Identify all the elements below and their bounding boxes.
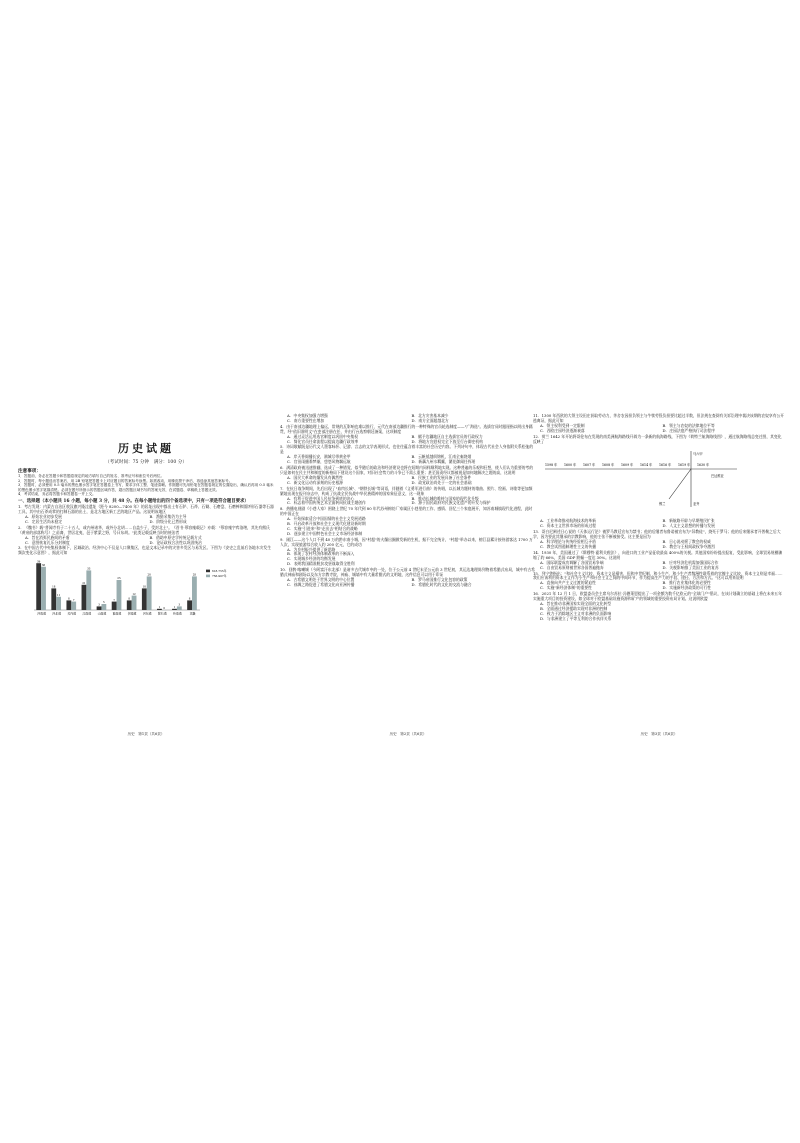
options — [18, 536, 274, 546]
bar-value-label: 28 — [147, 573, 151, 577]
bar — [101, 604, 106, 610]
place-label: 锡兰 — [659, 502, 666, 507]
exam-info: （考试时间：75 分钟 满分：100 分） — [105, 460, 187, 465]
section-heading: 一、选择题（本小题共 16 小题，每小题 3 分，共 48 分。在每小题给出的四个备选项中，只有一项是符合题目要求） — [18, 498, 249, 504]
page-footer: 历史 第1页（共6页） — [127, 732, 165, 736]
timeline-label: 1600 年 — [564, 463, 577, 468]
category-label: 河东道 — [142, 611, 152, 616]
exam-page-1 — [18, 412, 274, 740]
question-text: 9．刚江——这个人口不到 40 万的黔东南小城，因"村超"的火爆出圈掀发新的生机，据不完全统计，"村超"举办以来，榕江县累计接待游客达 1700 万人次，实现旅游综合收入约 200 亿元，它的成功 — [280, 536, 533, 547]
option: D．政党政治尚处于一定的社会基础 — [411, 479, 472, 485]
page-footer: 历史 第3页（共6页） — [640, 732, 678, 736]
options — [280, 414, 536, 424]
bar-value-label: 8 — [128, 597, 131, 601]
option: D．希腊化时代的文化的交流与融合 — [411, 581, 472, 587]
notice-heading: 注意事项： — [18, 469, 41, 474]
bar-value-label: 3 — [178, 603, 181, 607]
option: D．教会与王权间政权争夺激烈 — [662, 543, 715, 549]
timeline-label: 1630 年 — [697, 463, 710, 468]
bar-value-label: 39 — [37, 560, 41, 564]
options — [280, 548, 536, 568]
option: D．源于国民政府对民族文化遗产的开发与保护 — [411, 500, 491, 506]
bar — [66, 601, 71, 611]
option: B．罗马帝国推行文化包容的政策 — [411, 577, 468, 582]
bar-value-label: 3 — [98, 603, 100, 607]
option: C．自由贸易原则被世界各国普遍抛弃 — [540, 564, 604, 570]
option: C．官田雨播黍梦渐，悠悠风物飘远航 — [287, 459, 351, 465]
category-label: 淮南道 — [112, 611, 122, 616]
option: D．论证政权合法性以巩固统治 — [149, 539, 202, 545]
option: B．全面通过经济援助实现对非洲的控制 — [540, 605, 608, 611]
exam-title: 历史试题 — [118, 442, 174, 455]
bar-value-label: 18 — [52, 585, 56, 589]
bar — [117, 580, 122, 610]
notice-item: 4．考试结束，务必将答题卡和答题卷一并上交。 — [18, 492, 96, 497]
option: B．民族工业的发展具备了社会条件 — [411, 474, 472, 480]
option: A．旨在消弭民族间的矛盾 — [25, 534, 70, 540]
options — [280, 455, 536, 465]
bar — [82, 585, 87, 610]
option: C．新文化运动有深刻的历史根源 — [287, 479, 344, 485]
question-text: 14．1930 年，美国通过了《斯穆特·霍利关税法》，向进口的工业产品征收最高 400%的关税。其他国家纷纷提出报复，受此影响，全球贸易规模骤缩了约 66%，美国 GDP 跌幅一度达 30%。这说明 — [533, 549, 783, 560]
bar — [142, 589, 147, 611]
flood-bar-chart — [30, 558, 240, 620]
bar-value-label: 33 — [87, 567, 91, 571]
question-text: 11．1300 年西欧的大领主设田庄获取劳动力，茅舍农因担负领主与牛犊劳役负担要比超过半数，但法规在查阅有关诉讼理中裁决该期的农奴享有公开逃离证，据此可知 — [533, 413, 785, 423]
option: B．应对经济危机需加强国际合作 — [662, 559, 719, 565]
option: A．古希腊文明处于世界文明的中心位置 — [287, 577, 355, 582]
exam-page-3 — [533, 412, 785, 740]
option: C．西欧庄园经济逐渐衰落 — [540, 427, 585, 433]
question-text: 4．由于南部边疆地理上偏远，常规的瓦影响也难以推行，元代在南部边疆推行的一种特殊的官员轮选制度——"广海选"。选拔官员时跟诬指以明出身籍贯，经"依旧准明文"在吏部注册在任，并由行台选察朝廷备案，这项制度 — [280, 423, 533, 434]
option: D．表明我国精准脱贫攻坚战取得全胜利 — [287, 561, 355, 567]
question-text: 7．在抗日战争期间，先后出现了"血肉长城"、"钢铁长城"等词语，伴随着《义勇军进行曲》的传唱，以长城为题材的歌曲、照片、绘画、诗歌等更加频繁地出现在报刊杂志中，构成了抗战全民抗战中华民族精神的国家象征意义，这一现象 — [280, 485, 533, 496]
exam-page-2 — [280, 412, 536, 740]
bar-value-label: 8 — [188, 597, 191, 601]
place-label: 马六甲 — [693, 452, 703, 457]
option: A．通过灵活运用选官制度以巩固中央集权 — [287, 433, 359, 439]
bar — [51, 589, 56, 611]
timeline-label: 1608 年 — [602, 463, 615, 468]
bar-value-label: 5 — [103, 601, 105, 605]
option: D．与非洲建立了平等互利的合作伙伴关系 — [540, 615, 612, 621]
legend-swatch — [206, 570, 210, 573]
option: D．逐步建立中国特色社会主义市场经济体制 — [287, 530, 363, 536]
option: D．南方全面超越北方 — [411, 417, 449, 423]
option: A．国民大革命的爆发具有偶然性 — [287, 474, 343, 480]
option: C．简化官员任命流程以提高边疆行政效率 — [287, 438, 359, 444]
options — [280, 517, 536, 537]
option: D．人文主义思想的传播与发展 — [662, 523, 715, 529]
bar-value-label: 21 — [82, 582, 86, 586]
option: D．新藕九州水羁縻，繁花御闻任挥瑶 — [411, 459, 476, 465]
option: A．直接向共产主义过渡的紧迫性 — [540, 580, 596, 586]
option: A．岸天香阁播长安，满城尽带黄金甲 — [287, 454, 351, 460]
option: C．实现城乡经济的均衡发展 — [287, 556, 336, 562]
option: B．借助中原史学传统记载方式 — [149, 534, 202, 540]
options — [280, 476, 536, 486]
bar-value-label: 11 — [56, 594, 61, 598]
option: A．开始探索适合中国国情的社会主义发展道路 — [287, 516, 366, 522]
bar-value-label: 7 — [113, 599, 115, 603]
timeline-label: 1598 年 — [545, 463, 558, 468]
category-label: 剑南道 — [127, 611, 137, 616]
question-text: 3．在中国古代中央集权体制下，区域政治、经济中心不仅是人口聚集区，也是文本记录中的灾害多发区与易发区。下图为《安史之乱前后各地水灾发生频次变化示意图》，据此可知 — [18, 545, 272, 556]
bar — [187, 601, 192, 611]
option: A．工业革命推动航海技术的革新 — [540, 518, 596, 524]
bar — [132, 596, 137, 610]
option: B．日心说动摇了教会的权威 — [662, 539, 711, 545]
option: A．原始农业初步发展 — [25, 513, 62, 519]
question-text: 8．热播电视剧《小巷人家》围绕上世纪 70 年代到 80 年代苏州棉纺厂家属区小巷里的工作、感情、回忆三个家庭展开，知苏南城镇现代化进程，此时的中国正在 — [280, 506, 533, 517]
question-text: 2．《魏书》载"普闻寺有子二十五人，或内州诸华，或外分北胡……自盖少子，受封北土"。《晋书·慕容廆载记》亦载："慕容廆字弈洛瓌，其先有熊氏（黄帝的部落称号）之苗裔，世居北夷，邑于紫蒙之野，号曰东胡。"此类记载反映当时的统治者 — [18, 524, 270, 535]
bar-value-label: 1 — [173, 606, 176, 610]
option: C．南方重要性在增加 — [287, 417, 325, 423]
category-label: 关内道 — [67, 611, 77, 616]
bar — [147, 577, 152, 611]
option: C．实施"新经济体制"的重要性 — [540, 585, 592, 591]
question-text: 10．回鹘·喀喇城（今阿富汗东北部）是诸多古代城市中的一处，位于公元前 4 世纪末至公元前 3 世纪初，其运达地理陈列物着希腊式布局，城中有古希腊式神庙和剧场以及东方宗教寺院，神庙、城墙中有大量希腊式的文明地，这件信息可以用于印证 — [280, 567, 535, 578]
legend-label: 618-755年 — [212, 569, 227, 574]
question-text: 16．2021 年 12 月 1 日，欧盟委员会主席乌尔苏拉·冯德莱恩提出了一项金额为数千亿欧元的"全球门户"倡议，在该计划确立的基础上将在未来五年实施重大项目的投资建设，如全球对于欧盟基础设施资源和矿产的领域的重要投资布局计划。这说明欧盟 — [533, 591, 782, 602]
bar — [36, 563, 41, 610]
option: B．云帆抵越织锦机，江南全秦烧烟 — [411, 454, 472, 460]
option: B．开启改革开放和社会主义现代化建设新时期 — [287, 521, 366, 527]
bar-value-label: 7 — [72, 599, 75, 603]
options — [280, 497, 536, 507]
timeline-branch — [669, 469, 691, 499]
bar-value-label: 0 — [163, 607, 166, 611]
option: C．定居生活尚未稳定 — [25, 518, 63, 524]
option: D．将地方宣慰权完全下放至行台御史机构 — [411, 438, 483, 444]
option: B．新航路开辟与早期殖民扩张 — [662, 518, 715, 524]
route-timeline-diagram — [541, 447, 741, 513]
page-footer: 历史 第2页（共6页） — [389, 732, 427, 736]
notice-item: 2．答题时，每小题选出答案后，用 2B 铅笔把答题卡上对应题目的答案标号涂黑。如需改动，用橡皮擦干净后，再选涂其他答案标号。 — [18, 478, 233, 483]
timeline-label: 1614 年 — [640, 463, 653, 468]
notice-item: 1．答题前，务必在答题卡和答题卷规定的地方填写自己的姓名、准考证号和座位号后两位。 — [18, 474, 165, 478]
bar — [97, 607, 102, 611]
option: C．丝绸之路促进了希腊文化向亚洲传播 — [287, 581, 355, 587]
bar-value-label: 25 — [117, 577, 121, 581]
bar — [56, 597, 61, 610]
notice-item: 3．答题时，必须使用 0.5 毫米的黑色墨水签字笔在答题卷上书写，要求字体工整、笔迹清晰。作图题可先用铅笔在答题卷规定的位置绘出，确认后再用 0.5 毫米的黑色墨水签字笔描清楚。必须在题号所指示的答题区域作答，超出答题区域书写的答案无效，在试题卷、草稿纸上答题无效。 — [18, 483, 274, 492]
bar — [192, 577, 197, 611]
timeline-label: 1607 年 — [583, 463, 596, 468]
option: A．旨在推动非洲国家实现全面的文化转型 — [540, 600, 612, 606]
options — [533, 519, 785, 529]
category-label: 岭南道 — [173, 611, 182, 616]
bar — [177, 607, 182, 611]
options — [533, 602, 785, 622]
option: A．领主权利受到一定限制 — [540, 422, 585, 428]
bar-value-label: 18 — [142, 585, 146, 589]
question-text: 15．列宁曾指出："和社会主义比较，资本主义是祸害，但和中世纪制、和小生产、和小生产者散漫性联系着的官僚主义比较，资本主义则是幸福……我们应该利用资本主义作为小生产和社会主义之间的中间环节，作为提高生产力的手段、途径、方法和方式。"这可以用来说明 — [533, 570, 783, 581]
bar — [86, 571, 91, 611]
category-label: 河南道 — [37, 611, 46, 616]
bar — [41, 567, 46, 610]
question-text: 12．荷兰 1642 年开始将哥伦布在发现的南美洲航海路线开辟为一条新的航海路线，下图为《荷特兰航海路线图》，通过航海路线总变迁图，其变化反映了 — [533, 433, 782, 444]
option: A．有利于促进中国人民抗争到底的决心 — [287, 495, 355, 501]
option: D．阶级分化已然形成 — [149, 518, 187, 524]
options — [533, 581, 785, 591]
option: B．渔猎采集仍为主导 — [149, 513, 187, 519]
options — [18, 515, 274, 525]
options — [533, 540, 785, 550]
option: B．推行农业集体化的必要性 — [662, 580, 711, 586]
option: C．教会试图遏制理性主义的传播 — [540, 543, 597, 549]
option: C．资本主义世界市场的形成过程 — [540, 523, 597, 529]
timeline-label: 1609 年 — [621, 463, 634, 468]
option: C．实施"引进来"和"走出去"相结合的战略 — [287, 525, 358, 531]
option: A．国际联盟成功调解了各国贸易争端 — [540, 559, 604, 565]
bar — [71, 602, 76, 610]
option: C．标志着中国传统艺术全面转向抗战主题创作 — [287, 500, 366, 506]
bar-value-label: 28 — [192, 573, 197, 577]
option: B．领主与农奴的法律地位平等 — [662, 422, 715, 428]
bar — [127, 601, 132, 611]
legend-swatch — [206, 575, 210, 578]
options — [280, 578, 536, 588]
question-text: 1．考古发现：内蒙古自治区敖汉旗兴隆洼遗址（距今 8200—7400 年）的居址出现中都出土有石铲、石斧、石锄、石磨盘、石磨棒和圆饼形石器等石器工具，其中由石斧成掌的打制石器的出土，是北方地区新工艺的地区产品。这说明该地区 — [18, 504, 274, 515]
notice-list — [18, 474, 274, 497]
bar-value-label: 8 — [68, 597, 70, 601]
option: B．赋予边疆地区自主选拔官员的行政权力 — [411, 433, 483, 439]
option: B．体现了农村经济体制改革的不断深入 — [287, 551, 355, 557]
bar-value-label: 36 — [41, 564, 46, 568]
option: A．为乡村振兴提供了新思路 — [287, 546, 336, 552]
category-label: 江南道 — [82, 611, 92, 616]
bar-value-label: 12 — [132, 593, 136, 597]
question-text: 13．哥白尼阐述日心说的《天体运行论》被罗马教廷宣布为禁书；他的后继者布鲁诺被宣布为"异教徒"，烧死于罗马；他的后来继承者开普勒之后大学，因为要此其继承的宗教影响，他的主张不断被接受。这主要是因为 — [533, 529, 781, 540]
option: B．北方灾害基本减少 — [411, 413, 449, 418]
bar-value-label: 1 — [158, 606, 161, 610]
legend-label: 756-907年 — [212, 574, 227, 579]
timeline-label: 1616 年 — [659, 463, 672, 468]
place-label: 巴达维亚 — [711, 474, 724, 479]
options — [280, 435, 536, 445]
category-label: 陇右道 — [157, 611, 167, 616]
option: A．科学理论与传统经验相互矛盾 — [540, 539, 596, 545]
category-label: 山南道 — [97, 611, 107, 616]
option: B．推动长城的维持与国家的现代化升级 — [411, 495, 479, 501]
option: C．致力于消除地区主义对非洲的负面影响 — [540, 610, 612, 616]
option: A．中央集权加强力增强 — [287, 413, 328, 418]
place-label: 亚齐 — [693, 502, 700, 507]
question-text: 6．满清政府被迅速推翻，选成了一种错觉，似乎随后的政治和经济建设也将在短期内同样顺利地实现。这种普遍的乐观和狂想，使人们认为重要的考的只是如何在民主共和制度的新格局下建设这个国家，对旧社会势力的斗争已不需么重要；甚至国责经议都被视是如何地解决之题的高，这说明 — [280, 465, 534, 475]
options — [533, 561, 785, 571]
category-label: 京畿 — [189, 611, 196, 616]
bar — [112, 602, 117, 610]
option: D．庄园法庭严格执行司法程序 — [662, 427, 715, 433]
option: C．意图恢复礼乐分封制度 — [25, 539, 70, 545]
option: D．关税影响推了美国工业的复苏 — [662, 564, 719, 570]
options — [533, 424, 785, 434]
question-text: 5．诗词歌赋既是历代文人墨客咏怀、记游、言志的文学表现形式，也往往蕴含着丰富的社会历史内容。下列诗句中，体现古代社会人身依附关系松弛的是 — [280, 444, 534, 455]
option: D．实施新经济政策的可行性 — [662, 585, 712, 591]
timeline-label: 1619 年 — [678, 463, 691, 468]
category-label: 河北道 — [52, 611, 61, 616]
